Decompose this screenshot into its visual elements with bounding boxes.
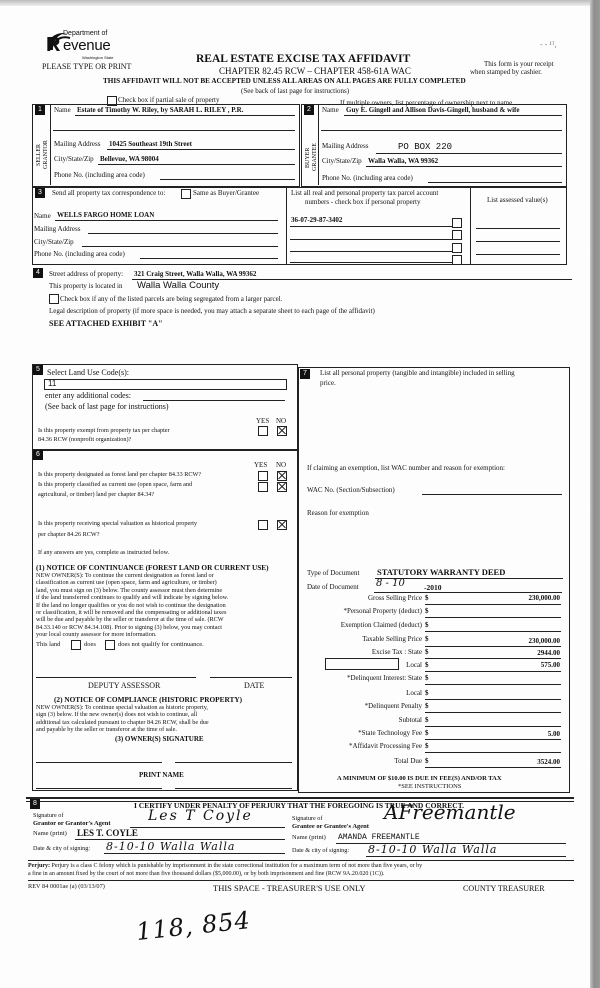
grantee-sig-label-1: Signature of: [292, 815, 323, 822]
personal-property-label-1: List all personal property (tangible and intangible) included in selling: [320, 369, 515, 377]
perjury-line-2: a fine in an amount fixed by the court of not more than five thousand dollars ($5,000.00), or by both imprisonment and fine (RCW 9A.20.020 (1C)).: [28, 871, 385, 877]
form-number: REV 84 0001ae (a) (03/13/07): [28, 883, 105, 890]
buyer-name-field[interactable]: Guy E. Gingell and Allison Davis-Gingell, husband & wife: [346, 106, 520, 114]
grantor-sig-label-1: Signature of: [33, 812, 64, 819]
scan-top-edge: [0, 0, 600, 6]
partial-sale-label: Check box if partial sale of property: [118, 96, 220, 104]
doc-date-label: Date of Document: [307, 583, 359, 591]
if-yes-note: If any answers are yes, complete as instructed below.: [38, 549, 170, 556]
grantor-date-field[interactable]: 8-10-10 Walla Walla: [106, 840, 236, 853]
parcel-number-4[interactable]: [290, 262, 452, 263]
grantee-date-field[interactable]: 8-10-10 Walla Walla: [368, 843, 498, 856]
notice-continuance-title: (1) NOTICE OF CONTINUANCE (FOREST LAND OR CURRENT USE): [36, 563, 269, 572]
seller-phone-label: Phone No. (including area code): [54, 171, 145, 179]
buyer-city-field[interactable]: Walla Walla, WA 99362: [368, 157, 439, 165]
section-number-7: 7: [300, 369, 310, 379]
grantee-sig-label-2: Grantee or Grantee's Agent: [292, 823, 369, 830]
this-land-label: This land: [36, 641, 61, 648]
grantor-date-label: Date & city of signing:: [33, 845, 91, 852]
affidavit-page: Department of R evenue Washington State PLEASE TYPE OR PRINT REAL ESTATE EXCISE TAX AFFIDAVIT CHAPTER 82.45 RCW – CHAPTER 458-61A WAC THIS AFFIDAVIT WILL NOT BE ACCEPTED UNLESS ALL AREAS ON ALL PAGES ARE FULLY COMPLETED (See back of last page for instructions) This form is your receipt when stamped by cashier. - - ¹ᵀ, Check box if partial sale of property If multiple owners, list percentage of ownership next to name. 1 SELLER GRANTOR Name Estate of Timothy W. Riley, by SARAH L. RILEY , P.R. Mailing Address 10425 Southeast 19th Street City/State/Zip Bellevue, WA 98004 Phone No. (including area code) 2 BUYER GRANTEE Name Guy E. Gingell and Allison Davis-Gingell, husband & wife Mailing Address PO BOX 220 City/State/Zip Walla Walla, WA 99362 Phone No. (including area code) 3 Send all property tax correspondence to: Same as Buyer/Grantee Name WELLS FARGO HOME LOAN Mailing Address City/State/Zip Phone No. (including area code) List all real and personal property tax parcel account numbers - check box if personal property List assessed value(s) 36-07-29-87-3402 4 Street address of property: 321 Craig Street, Walla Walla, WA 99362 This property is located in Walla Walla County Check box if any of the listed parcels are being segregated from a larger parcel. Legal description of property (if more space is needed, you may attach a separate sheet to each page of the affidavit) SEE ATTACHED EXHIBIT "A" 5 Select Land Use Code(s): 11 enter any additional codes: (See back of last page for instructions) YES NO Is this property exempt from property tax per chapter 84.36 RCW (nonprofit organization)? 6 YES NO Is this property designated as forest land per chapter 84.33 RCW? Is this property classified as current use (open space, farm and agricultural, or timber) land per chapter 84.34? Is this property receiving special valuation as historical property per chapter 84.26 RCW? If any answers are yes, complete as instructed below. (1) NOTICE OF CONTINUANCE (FOREST LAND OR CURRENT USE) NEW OWNER(S): To continue the current designation as forest land or classification as current use (open space, farm and agriculture, or timber) land, you must sign on (3) below. The county assessor must then determine if the land transferred continues to qualify and will indicate by signing below. If the land no longer qualifies or you do not wish to continue the designation or classification, it will be removed and the compensating or additional taxes will be due and payable by the seller or transferor at the time of sale. (RCW 84.33.140 or RCW 84.34.108). Prior to signing (3) below, you may contact your local county assessor for more information. This land does does not qualify for continuance. DEPUTY ASSESSOR DATE (2) NOTICE OF COMPLIANCE (HISTORIC PROPERTY) NEW OWNER(S): To continue special valuation as historic property, sign (3) below. If the new owner(s) does not wish to continue, all additional tax calculated pursuant to chapter 84.26 RCW, shall be due and payable by the seller or transferor at the time of sale. (3) OWNER(S) SIGNATURE PRINT NAME 7 List all personal property (tangible and intangible) included in selling price. If claiming an exemption, list WAC number and reason for exemption: WAC No. (Section/Subsection) Reason for exemption Type of Document STATUTORY WARRANTY DEED Date of Document 8 - 10 -2010 Gross Selling Price $ 230,000.00 *Personal Property (deduct) $ Exemption Claimed (deduct) $ Taxable Selling Price $ 230,000.00 Excise Tax : State $ 2944.00 Local $ 575.00 *Delinquent Interest: State $ Local $ *Delinquent Penalty $ Subtotal $ *State Technology Fee $ 5.00 *Affidavit Processing Fee $ Total Due $ 3524.00 A MINIMUM OF $10.00 IS DUE IN FEE(S) AND/OR TAX *SEE INSTRUCTIONS 8 I CERTIFY UNDER PENALTY OF PERJURY THAT THE FOREGOING IS TRUE AND CORRECT. Signature of Grantor or Grantor's Agent Les T Coyle Name (print) LES T. COYLE Date & city of signing: 8-10-10 Walla Walla Signature of Grantee or Grantee's Agent AFreemantle Name (print) AMANDA FREEMANTLE Date & city of signing: 8-10-10 Walla Walla Perjury: Perjury is a class C felony which is punishable by imprisonment in the state correctional institution for a maximum term of not more than five years, or by a fine in an amount fixed by the court of not more than five thousand dollars ($5,000.00), or by both imprisonment and fine (RCW 9A.20.020 (1C)). REV 84 0001ae (a) (03/13/07) THIS SPACE - TREASURER'S USE ONLY COUNTY TREASURER 118, 854: [0, 0, 590, 988]
buyer-mailing-field[interactable]: PO BOX 220: [398, 142, 453, 152]
receipt-note-1: This form is your receipt: [484, 60, 554, 68]
personal-property-label-2: price.: [320, 379, 336, 387]
wac-label: WAC No. (Section/Subsection): [307, 486, 395, 494]
located-in-label: This property is located in: [49, 282, 123, 290]
deputy-assessor-label: DEPUTY ASSESSOR: [88, 681, 161, 690]
buyer-name-label: Name: [322, 106, 339, 114]
land-does-label: does: [84, 641, 96, 648]
legal-description-field[interactable]: SEE ATTACHED EXHIBIT "A": [49, 319, 163, 328]
land-use-code-value: 11: [48, 379, 57, 388]
exempt-no-checkbox[interactable]: [277, 426, 287, 436]
assessed-value-2[interactable]: [476, 241, 560, 242]
buyer-city-label: City/State/Zip: [322, 157, 362, 165]
wac-field[interactable]: [422, 494, 562, 495]
fee-label-technology: *State Technology Fee: [358, 729, 422, 737]
historic-yes-checkbox[interactable]: [258, 520, 268, 530]
land-use-instructions: (See back of last page for instructions): [45, 402, 169, 411]
corr-phone-field[interactable]: [140, 258, 278, 259]
grantee-name-field[interactable]: AMANDA FREEMANTLE: [338, 833, 420, 842]
section-number-3: 3: [35, 188, 45, 198]
seller-name-field[interactable]: Estate of Timothy W. Riley, by SARAH L. RILEY , P.R.: [77, 106, 244, 114]
street-address-field[interactable]: 321 Craig Street, Walla Walla, WA 99362: [134, 270, 257, 278]
reason-exemption-field[interactable]: [307, 519, 562, 559]
section-number-4: 4: [33, 268, 43, 278]
fee-label-taxable: Taxable Selling Price: [362, 635, 422, 643]
logo-initial: R: [46, 34, 60, 56]
grantee-name-label: Name (print): [292, 834, 326, 841]
receipt-note-2: when stamped by cashier.: [470, 68, 542, 76]
fee-value-excise-local[interactable]: 575.00: [540, 661, 560, 669]
parcel-number-1[interactable]: 36-07-29-87-3402: [291, 216, 343, 224]
minimum-due-note: A MINIMUM OF $10.00 IS DUE IN FEE(S) AND/OR TAX: [337, 775, 502, 782]
form-instructions-note: (See back of last page for instructions): [241, 87, 350, 95]
land-does-not-label: does not qualify for continuance.: [118, 641, 204, 648]
current-use-yes-checkbox[interactable]: [258, 482, 268, 492]
owner-signature-1[interactable]: [36, 762, 162, 763]
fee-label-subtotal: Subtotal: [398, 716, 422, 724]
exempt-yes-checkbox[interactable]: [258, 426, 268, 436]
street-address-label: Street address of property:: [49, 270, 124, 278]
please-type-label: PLEASE TYPE OR PRINT: [42, 62, 132, 71]
owner-print-name-2[interactable]: [175, 788, 292, 789]
segregated-parcel-checkbox[interactable]: [49, 294, 59, 304]
corr-mailing-label: Mailing Address: [34, 225, 81, 233]
no-header-5: NO: [276, 417, 287, 425]
corr-city-label: City/State/Zip: [34, 238, 74, 246]
corr-mailing-field[interactable]: [88, 233, 278, 234]
personal-property-checkbox-4[interactable]: [452, 255, 462, 265]
fee-label-delinquent-penalty: *Delinquent Penalty: [364, 702, 422, 710]
certify-statement: I CERTIFY UNDER PENALTY OF PERJURY THAT THE FOREGOING IS TRUE AND CORRECT.: [134, 801, 465, 810]
grantor-signature-field[interactable]: Les T Coyle: [148, 808, 253, 824]
notice-continuance-text: NEW OWNER(S): To continue the current designation as forest land or classification as current use (open space, farm and agriculture, or timber) land, you must sign on (3) below. The county assessor must then determine if the land transferred continues to qualify and will indicate by signing below. If the land no longer qualifies or you do not wish to continue the designation or classification, it will be removed and the compensating or additional taxes will be due and payable by the seller or transferor at the time of sale. (RCW 84.33.140 or RCW 84.34.108). Prior to signing (3) below, you may contact your local county assessor for more information.: [36, 572, 229, 639]
fee-value-total[interactable]: 3524.00: [537, 758, 560, 766]
section-number-6: 6: [33, 450, 43, 460]
exemption-label: If claiming an exemption, list WAC number and reason for exemption:: [307, 464, 505, 472]
grantee-signature-field[interactable]: AFreemantle: [384, 800, 516, 824]
treasurer-use-label: THIS SPACE - TREASURER'S USE ONLY: [213, 883, 366, 893]
assessed-value-3[interactable]: [476, 254, 560, 255]
logo-main-text: evenue: [63, 37, 111, 54]
logo-dept-text: Department of: [63, 30, 108, 37]
seller-city-field[interactable]: Bellevue, WA 98004: [100, 155, 159, 163]
segregated-parcel-label: Check box if any of the listed parcels are being segregated from a larger parcel.: [60, 295, 283, 303]
grantor-name-field[interactable]: LES T. COYLE: [77, 828, 138, 838]
forest-yes-checkbox[interactable]: [258, 471, 268, 481]
land-use-code-field[interactable]: [44, 379, 287, 390]
yes-header-6: YES: [254, 461, 268, 469]
form-warning: THIS AFFIDAVIT WILL NOT BE ACCEPTED UNLESS ALL AREAS ON ALL PAGES ARE FULLY COMPLETED: [103, 77, 466, 85]
additional-codes-label: enter any additional codes:: [45, 391, 131, 400]
doc-date-handwritten[interactable]: 8 - 10: [376, 578, 405, 589]
section-number-2: 2: [304, 105, 314, 115]
buyer-grantee-label: BUYER GRANTEE: [305, 143, 318, 172]
form-chapter: CHAPTER 82.45 RCW – CHAPTER 458-61A WAC: [219, 66, 411, 76]
corr-name-field[interactable]: WELLS FARGO HOME LOAN: [57, 211, 155, 219]
fee-value-technology[interactable]: 5.00: [547, 730, 560, 738]
date-label: DATE: [244, 681, 265, 690]
historic-no-checkbox[interactable]: [277, 520, 287, 530]
fee-label-exemption: Exemption Claimed (deduct): [340, 621, 422, 629]
forest-land-question: Is this property designated as forest land per chapter 84.33 RCW?: [38, 471, 202, 478]
print-name-label: PRINT NAME: [139, 771, 184, 779]
current-use-no-checkbox[interactable]: [277, 482, 287, 492]
fee-label-excise-local: Local: [406, 661, 422, 669]
yes-header-5: YES: [256, 417, 270, 425]
fee-label-excise-state: Excise Tax : State: [371, 648, 422, 656]
see-instructions-note: *SEE INSTRUCTIONS: [398, 783, 462, 790]
corr-phone-label: Phone No. (including area code): [34, 250, 125, 258]
fee-label-total: Total Due: [394, 757, 422, 765]
land-use-label: Select Land Use Code(s):: [47, 368, 129, 377]
scan-right-edge: [590, 0, 600, 988]
fee-value-taxable[interactable]: 230,000.00: [528, 637, 560, 645]
forest-no-checkbox[interactable]: [277, 471, 287, 481]
fee-label-processing: *Affidavit Processing Fee: [349, 742, 422, 750]
notice-compliance-text: NEW OWNER(S): To continue special valuation as historic property, sign (3) below. If the new owner(s) does not wish to continue, all additional tax calculated pursuant to chapter 84.26 RCW, shall be due and payable by the seller or transferor at the time of sale.: [36, 704, 209, 734]
send-correspondence-label: Send all property tax correspondence to:: [52, 189, 166, 197]
seller-name-label: Name: [54, 106, 71, 114]
personal-property-checkbox-2[interactable]: [452, 230, 462, 240]
seller-city-label: City/State/Zip: [54, 155, 94, 163]
handwritten-number: 118, 854: [134, 906, 253, 946]
land-does-checkbox[interactable]: [71, 640, 81, 650]
exempt-question-2: 84.36 RCW (nonprofit organization)?: [38, 436, 132, 443]
owner-print-name-1[interactable]: [36, 788, 162, 789]
owner-signature-label: (3) OWNER(S) SIGNATURE: [115, 735, 204, 743]
fee-label-delinquent-interest-local: Local: [406, 689, 422, 697]
deputy-assessor-date[interactable]: [210, 677, 292, 678]
current-use-question-2: agricultural, or timber) land per chapter 84.34?: [38, 491, 155, 498]
fee-value-gross[interactable]: 230,000.00: [528, 594, 560, 602]
seller-mailing-field[interactable]: 10425 Southeast 19th Street: [109, 140, 192, 148]
parcel-number-3[interactable]: [290, 251, 452, 252]
perjury-line-1: Perjury: Perjury is a class C felony which is punishable by imprisonment in the state correctional institution for a maximum term of not more than five years, or by: [28, 863, 423, 869]
legal-description-label: Legal description of property (if more space is needed, you may attach a separate sheet to each page of the affidavit): [49, 307, 375, 315]
fee-label-gross: Gross Selling Price: [367, 594, 422, 602]
buyer-mailing-label: Mailing Address: [322, 142, 369, 150]
notice-compliance-title: (2) NOTICE OF COMPLIANCE (HISTORIC PROPERTY): [54, 695, 243, 704]
personal-property-checkbox-3[interactable]: [452, 243, 462, 253]
section-number-5: 5: [33, 365, 43, 375]
deputy-assessor-signature[interactable]: [36, 677, 196, 678]
county-treasurer-label: COUNTY TREASURER: [463, 884, 545, 893]
corr-city-field[interactable]: [82, 246, 278, 247]
assessed-value-4[interactable]: [476, 264, 560, 265]
buyer-phone-label: Phone No. (including area code): [322, 174, 413, 182]
same-as-buyer-checkbox[interactable]: [181, 189, 191, 199]
form-title: REAL ESTATE EXCISE TAX AFFIDAVIT: [196, 53, 411, 65]
doc-type-field[interactable]: STATUTORY WARRANTY DEED: [377, 567, 506, 577]
buyer-phone-field[interactable]: [428, 182, 562, 183]
additional-codes-field[interactable]: [143, 400, 285, 401]
county-field[interactable]: Walla Walla County: [137, 280, 220, 291]
seller-grantor-label: SELLER GRANTOR: [36, 140, 49, 170]
fee-label-delinquent-interest-state: *Delinquent Interest: State: [346, 674, 422, 682]
personal-property-field[interactable]: [320, 390, 560, 450]
seller-phone-field[interactable]: [160, 179, 295, 180]
exempt-question-1: Is this property exempt from property tax per chapter: [38, 427, 170, 434]
doc-type-label: Type of Document: [307, 569, 360, 577]
seller-mailing-label: Mailing Address: [54, 140, 101, 148]
logo-sub-text: Washington State: [82, 55, 114, 60]
parcel-header-2: numbers - check box if personal property: [305, 198, 421, 206]
grantor-sig-label-2: Grantor or Grantor's Agent: [33, 820, 111, 827]
parcel-header-1: List all real and personal property tax parcel account: [291, 189, 439, 197]
historic-question-1: Is this property receiving special valuation as historical property: [38, 520, 198, 527]
section-number-1: 1: [35, 105, 45, 115]
fee-label-personal-property: *Personal Property (deduct): [343, 607, 422, 615]
reason-exemption-label: Reason for exemption: [307, 509, 369, 517]
assessed-value-header: List assessed value(s): [487, 196, 548, 204]
owner-signature-2[interactable]: [175, 762, 292, 763]
current-use-question-1: Is this property classified as current use (open space, farm and: [38, 481, 193, 488]
stamp-mark: - - ¹ᵀ,: [540, 40, 557, 49]
parcel-number-2[interactable]: [290, 239, 452, 240]
land-does-not-checkbox[interactable]: [105, 640, 115, 650]
historic-question-2: per chapter 84.26 RCW?: [38, 531, 100, 538]
doc-date-year: -2010: [424, 583, 442, 592]
same-as-buyer-label: Same as Buyer/Grantee: [193, 189, 260, 197]
grantee-date-label: Date & city of signing:: [292, 847, 350, 854]
section-number-8: 8: [30, 799, 40, 809]
grantor-name-label: Name (print): [33, 830, 67, 837]
no-header-6: NO: [276, 461, 287, 469]
assessed-value-1[interactable]: [476, 228, 560, 229]
corr-name-label: Name: [34, 212, 51, 220]
multiple-owners-note: If multiple owners, list percentage of ownership next to name.: [340, 99, 514, 107]
fee-value-excise-state[interactable]: 2944.00: [537, 649, 560, 657]
personal-property-checkbox-1[interactable]: [452, 218, 462, 228]
